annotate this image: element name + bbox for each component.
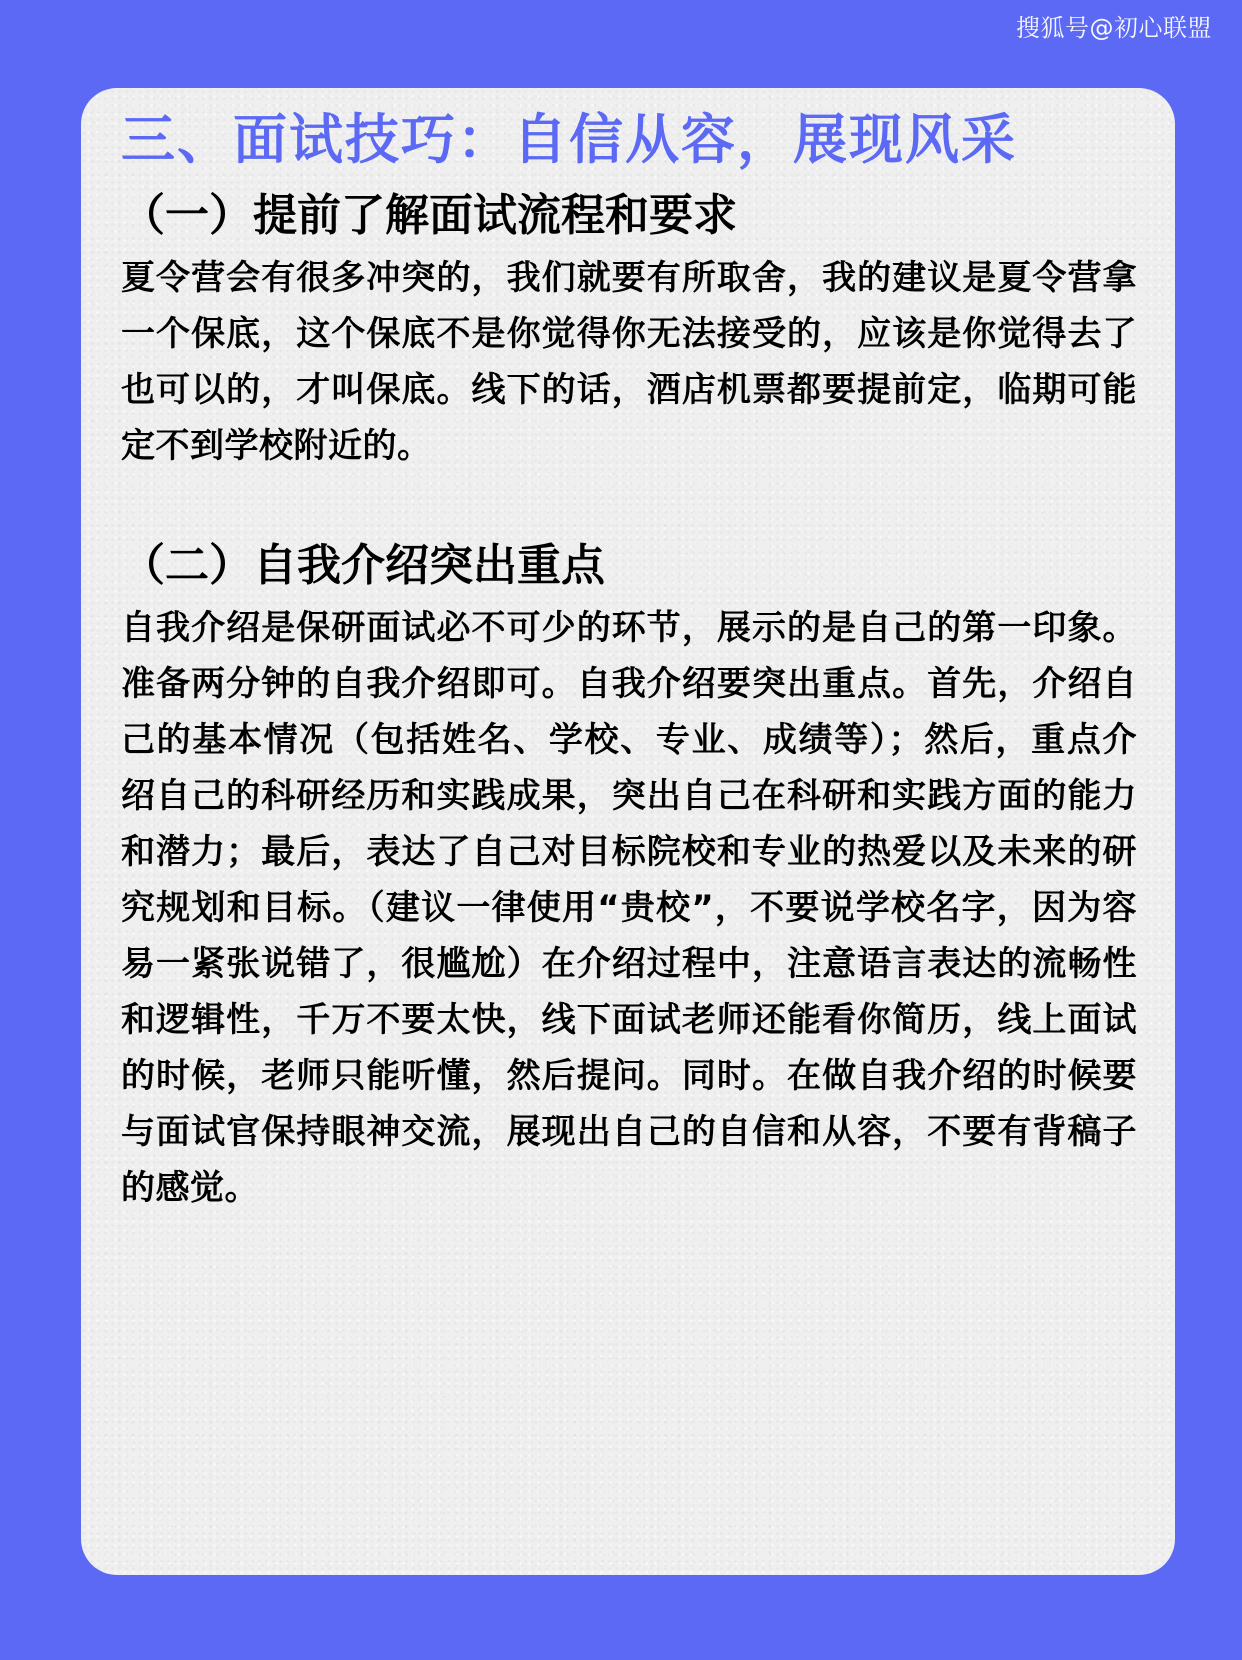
watermark: 搜狐号@初心联盟: [1016, 14, 1212, 42]
content-card: [81, 88, 1175, 1575]
section-body-1: 夏令营会有很多冲突的，我们就要有所取舍，我的建议是夏令营拿一个保底，这个保底不是你觉得你无法接受的，应该是你觉得去了也可以的，才叫保底。线下的话，酒店机票都要提前定，临期可能定不到学校附近的。: [121, 258, 1137, 466]
main-title: 三、面试技巧：自信从容，展现风采: [121, 108, 1017, 171]
section-heading-2: （二）自我介绍突出重点: [121, 540, 605, 591]
section-heading-1: （一）提前了解面试流程和要求: [121, 190, 737, 241]
section-body-2: 自我介绍是保研面试必不可少的环节，展示的是自己的第一印象。准备两分钟的自我介绍即可。自我介绍要突出重点。首先，介绍自己的基本情况（包括姓名、学校、专业、成绩等）；然后，重点介绍自己的科研经历和实践成果，突出自己在科研和实践方面的能力和潜力；最后，表达了自己对目标院校和专业的热爱以及未来的研究规划和目标。（建议一律使用“贵校”，不要说学校名字，因为容易一紧张说错了，很尴尬）在介绍过程中，注意语言表达的流畅性和逻辑性，千万不要太快，线下面试老师还能看你简历，线上面试的时候，老师只能听懂，然后提问。同时。在做自我介绍的时候要与面试官保持眼神交流，展现出自己的自信和从容，不要有背稿子的感觉。: [121, 608, 1137, 1208]
